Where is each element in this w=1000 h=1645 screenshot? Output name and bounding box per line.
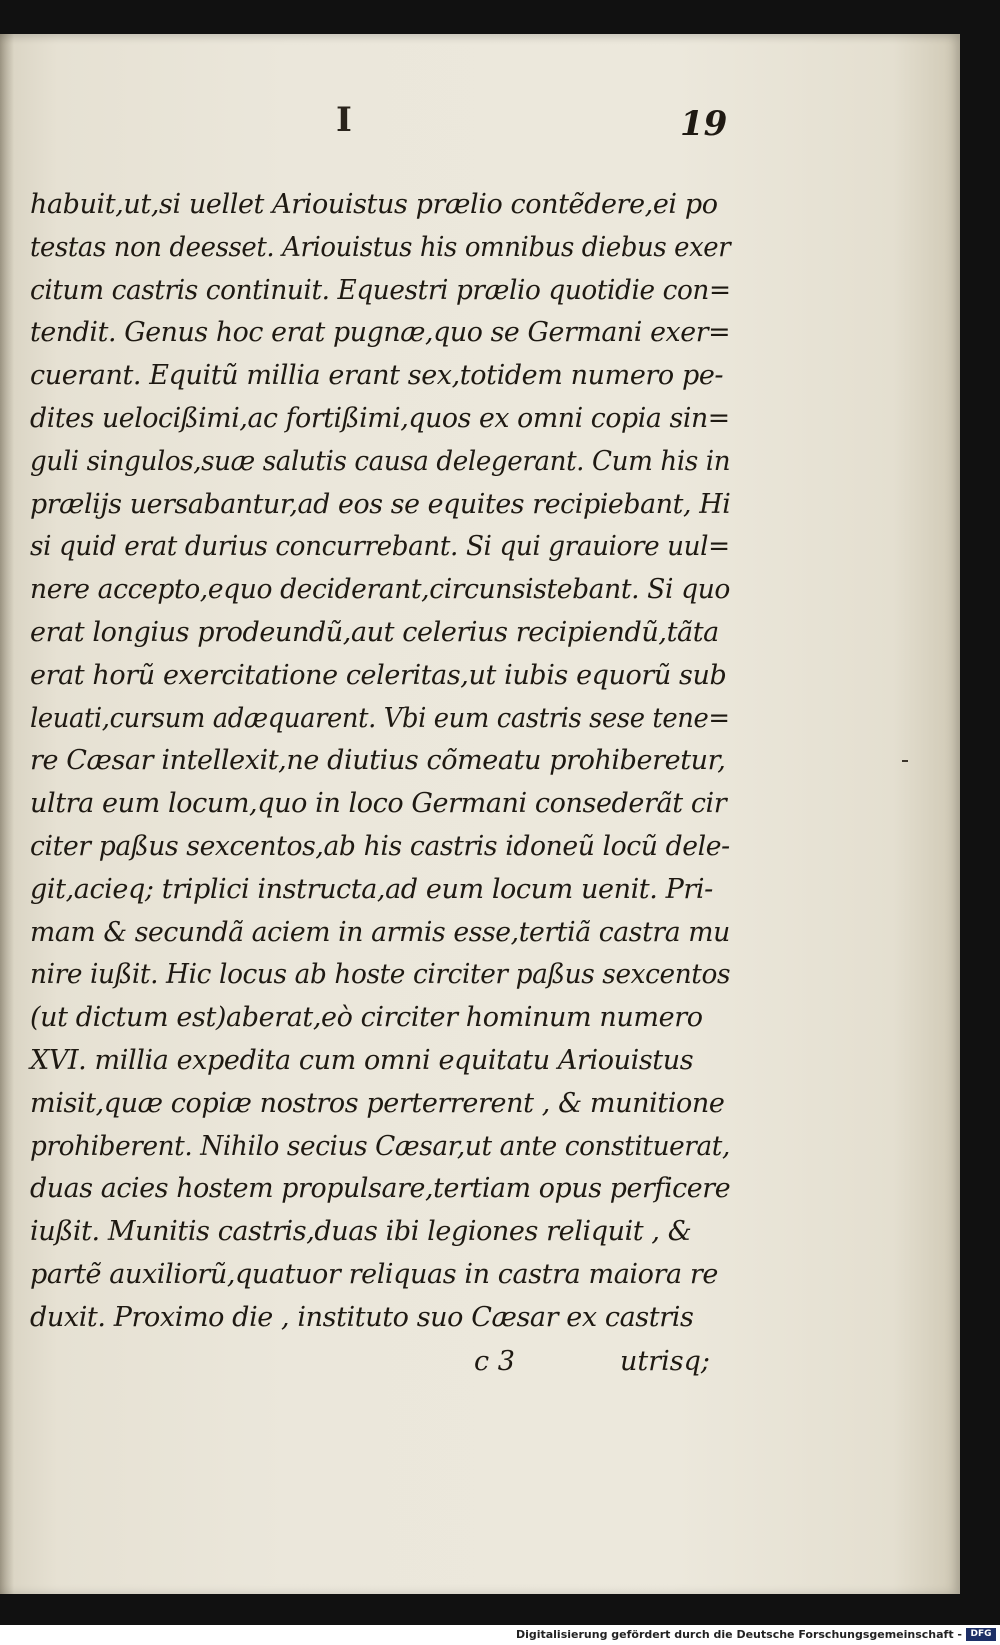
text-line: si quid erat durius concurrebant. Si qui grauiore uul= (30, 531, 730, 563)
folio-number: 19 (680, 104, 728, 144)
text-line: iußit. Munitis castris,duas ibi legiones reliquit , & (30, 1216, 692, 1248)
signature-mark: c 3 (474, 1346, 515, 1377)
text-line: prælijs uersabantur,ad eos se equites recipiebant, Hi (30, 488, 731, 520)
text-line: guli singulos,suæ salutis causa delegerant. Cum his in (30, 445, 731, 477)
text-line: duxit. Proximo die , instituto suo Cæsar ex castris (30, 1301, 694, 1333)
text-line: XVI. millia expedita cum omni equitatu Ariouistus (30, 1044, 694, 1076)
text-line: cuerant. Equitũ millia erant sex,totidem numero pe- (30, 360, 724, 392)
digitization-footer (0, 1625, 1000, 1645)
dfg-logo: DFG (966, 1628, 996, 1641)
ink-speck (902, 760, 908, 762)
text-line: (ut dictum est)aberat,eò circiter hominum numero (30, 1002, 703, 1034)
text-line: citum castris continuit. Equestri prælio quotidie con= (30, 274, 731, 306)
text-line: nere accepto,equo deciderant,circunsistebant. Si quo (30, 574, 730, 606)
catchword: utrisq; (620, 1346, 711, 1377)
book-page (0, 34, 960, 1594)
body-text (30, 184, 730, 1340)
text-line: citer paßus sexcentos,ab his castris idoneũ locũ dele- (30, 830, 730, 862)
text-line: re Cæsar intellexit,ne diutius cõmeatu prohiberetur, (30, 745, 726, 777)
text-line: nire iußit. Hic locus ab hoste circiter paßus sexcentos (30, 959, 731, 991)
text-line: partẽ auxiliorũ,quatuor reliquas in castra maiora re (30, 1258, 718, 1290)
book-numeral: I (336, 100, 352, 140)
text-line: mam & secundã aciem in armis esse,tertiã castra mu (30, 916, 730, 948)
text-line: ultra eum locum,quo in loco Germani consederãt cir (30, 788, 727, 820)
funding-credit: Digitalisierung gefördert durch die Deutsche Forschungsgemeinschaft - (515, 1628, 962, 1641)
text-line: prohiberent. Nihilo secius Cæsar,ut ante constituerat, (30, 1130, 730, 1162)
text-line: habuit,ut,si uellet Ariouistus prælio contẽdere,ei po (30, 189, 718, 220)
text-line: misit,quæ copiæ nostros perterrerent , & munitione (30, 1087, 725, 1119)
text-line: erat longius prodeundũ,aut celerius recipiendũ,tãta (30, 616, 719, 648)
text-line: testas non deesset. Ariouistus his omnibus diebus exer (30, 231, 731, 263)
text-line: duas acies hostem propulsare,tertiam opus perficere (30, 1173, 731, 1205)
text-line: tendit. Genus hoc erat pugnæ,quo se Germani exer= (30, 317, 731, 349)
text-line: git,acieq; triplici instructa,ad eum locum uenit. Pri- (30, 873, 713, 905)
text-line: dites uelocißimi,ac fortißimi,quos ex omni copia sin= (30, 402, 730, 434)
running-head (0, 100, 960, 160)
page-foot (0, 1346, 960, 1392)
text-line: erat horũ exercitatione celeritas,ut iubis equorũ sub (30, 659, 727, 691)
text-line: leuati,cursum adæquarent. Vbi eum castris sese tene= (30, 702, 730, 734)
